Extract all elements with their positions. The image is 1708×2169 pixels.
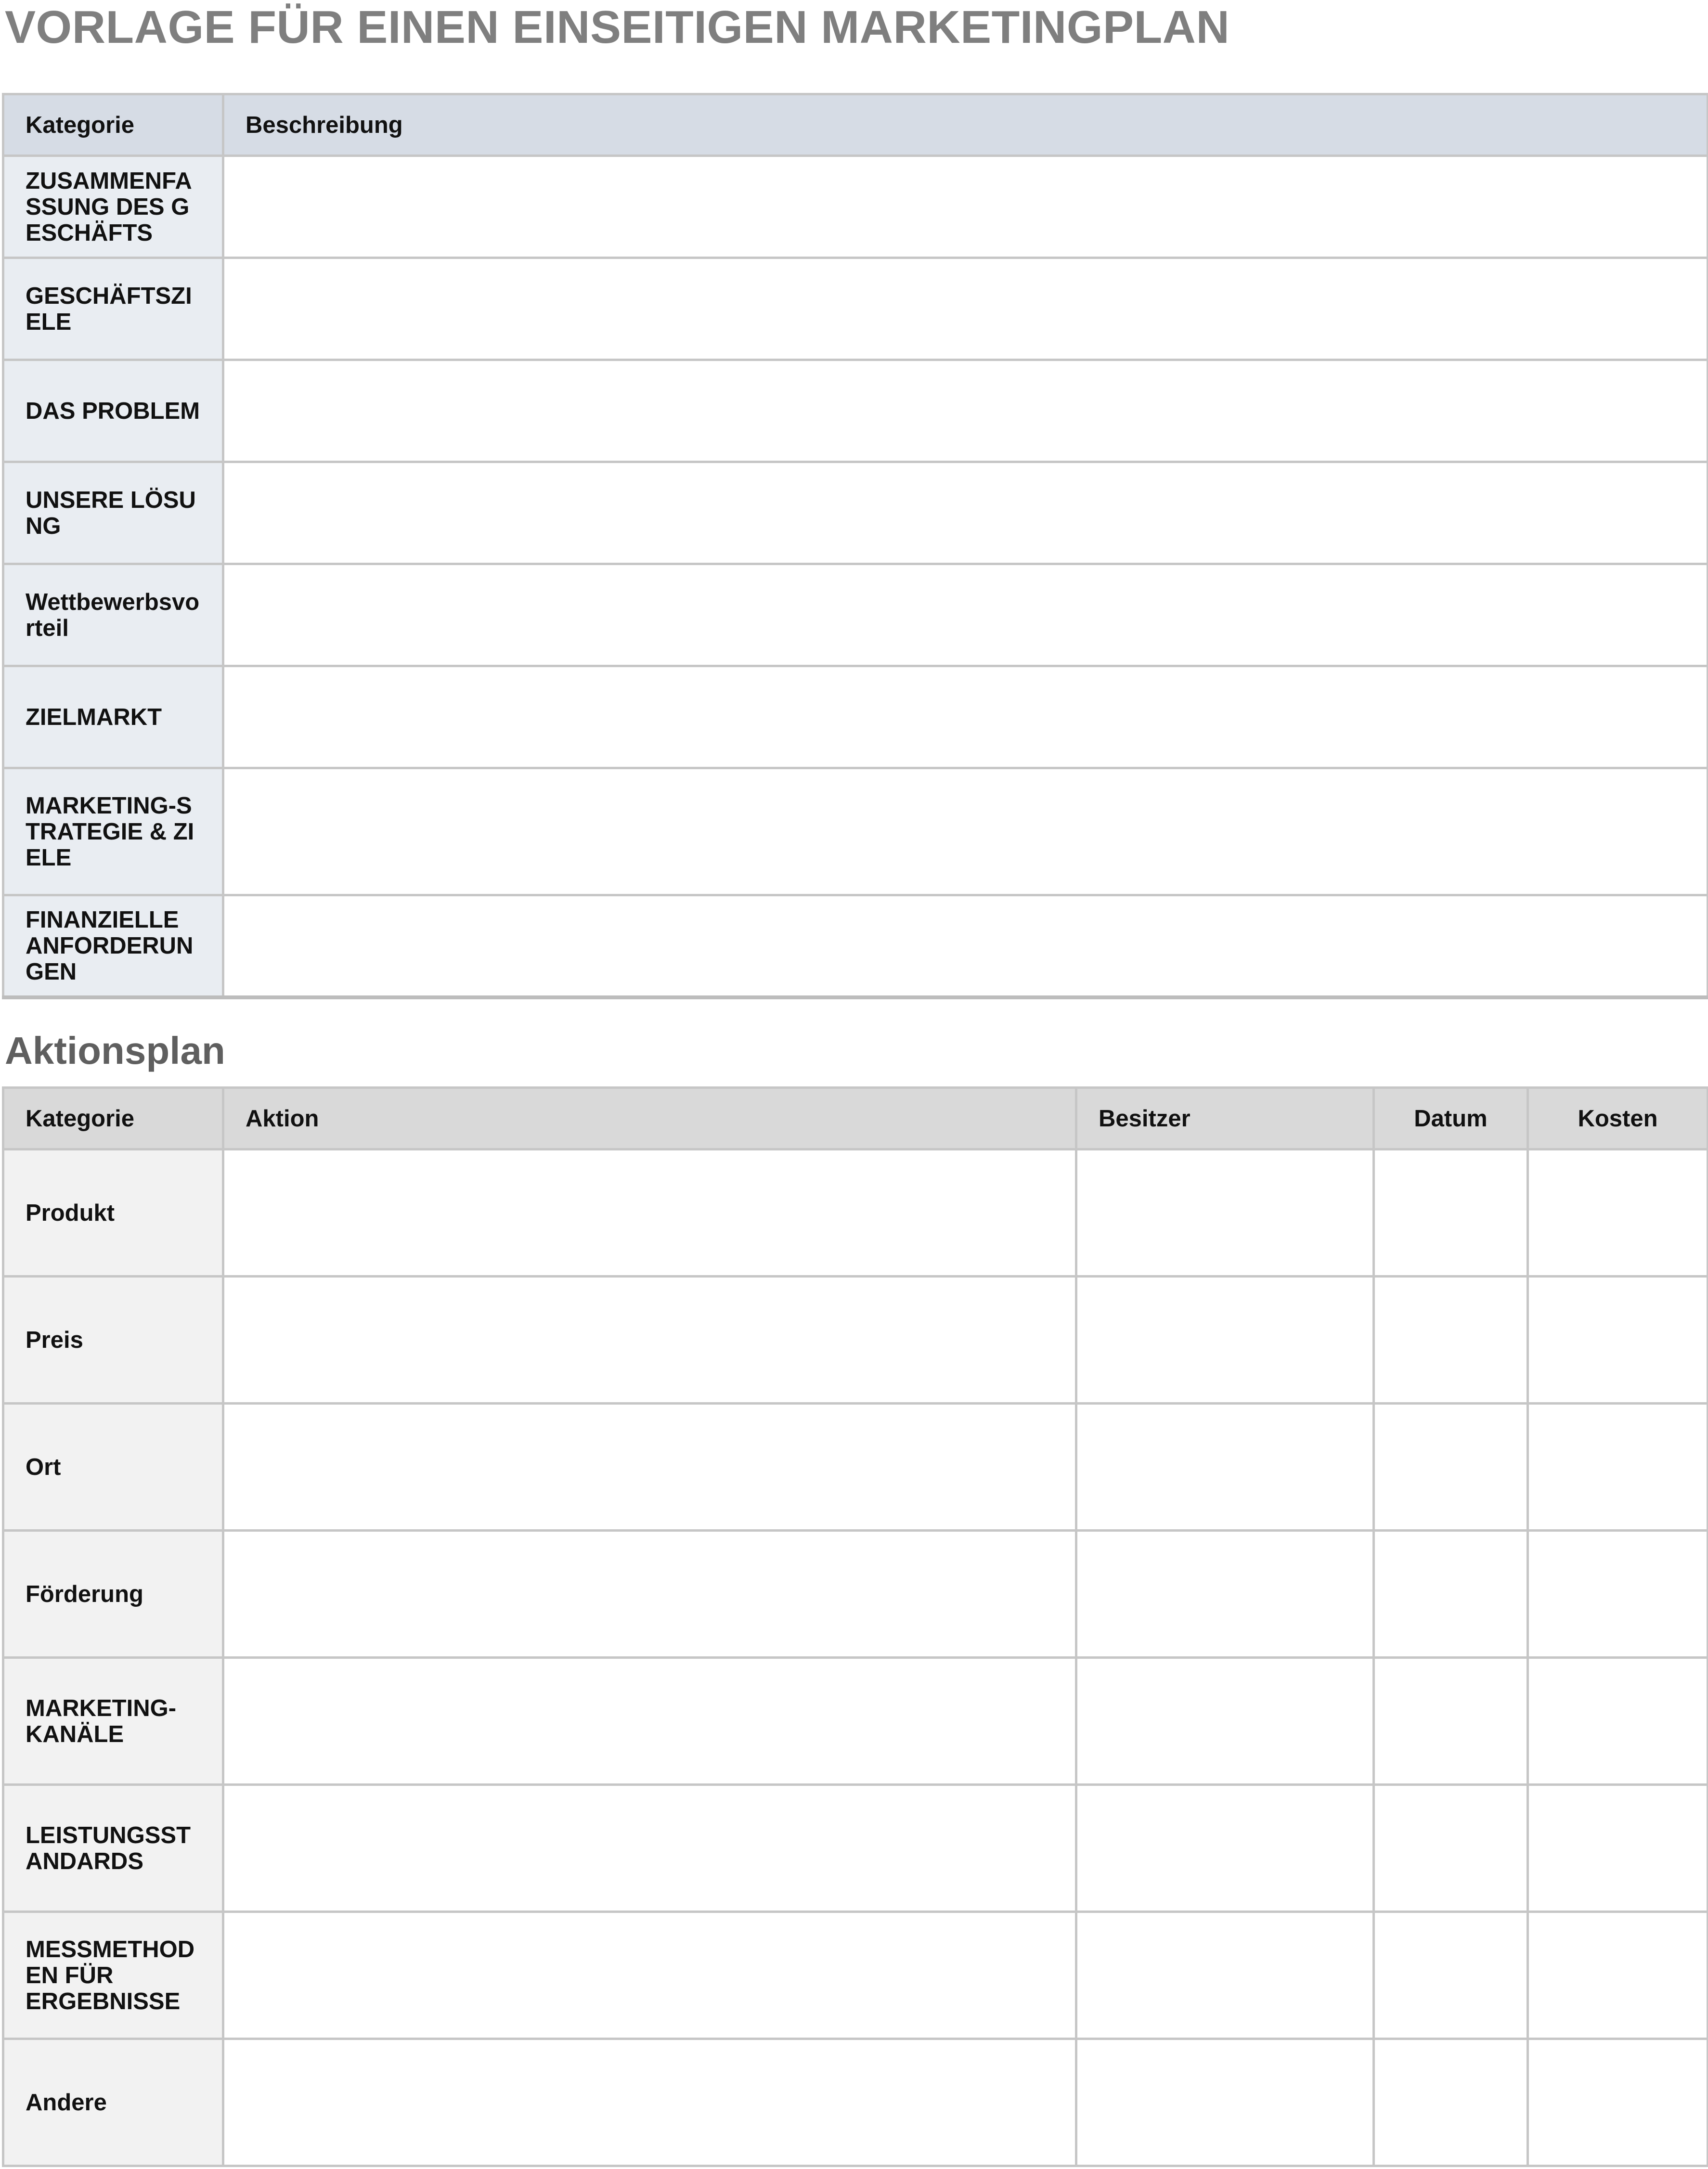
row-label: Wettbewerbsvorteil bbox=[3, 564, 223, 666]
table-row bbox=[3, 258, 1708, 360]
description-cell[interactable] bbox=[223, 258, 1708, 360]
row-label: DAS PROBLEM bbox=[3, 360, 223, 462]
table-row bbox=[3, 1149, 1708, 1277]
cost-cell[interactable] bbox=[1528, 1785, 1708, 1912]
section-title-action-plan: Aktionsplan bbox=[5, 1029, 225, 1072]
owner-cell[interactable] bbox=[1076, 1404, 1374, 1531]
table-header-row bbox=[3, 1088, 1708, 1149]
table-row bbox=[3, 564, 1708, 666]
row-label: MESSMETHODEN FÜR ERGEBNISSE bbox=[3, 1912, 223, 2039]
column-header-action: Aktion bbox=[223, 1088, 1076, 1149]
marketing-plan-table bbox=[2, 93, 1708, 999]
description-cell[interactable] bbox=[223, 360, 1708, 462]
cost-cell[interactable] bbox=[1528, 1149, 1708, 1277]
owner-cell[interactable] bbox=[1076, 1277, 1374, 1404]
description-cell[interactable] bbox=[223, 768, 1708, 895]
row-label: GESCHÄFTSZIELE bbox=[3, 258, 223, 360]
description-cell[interactable] bbox=[223, 666, 1708, 768]
row-label: Andere bbox=[3, 2039, 223, 2166]
cost-cell[interactable] bbox=[1528, 1277, 1708, 1404]
row-label: MARKETING-STRATEGIE & ZIELE bbox=[3, 768, 223, 895]
owner-cell[interactable] bbox=[1076, 1785, 1374, 1912]
table-row bbox=[3, 1785, 1708, 1912]
date-cell[interactable] bbox=[1374, 1912, 1528, 2039]
cost-cell[interactable] bbox=[1528, 1404, 1708, 1531]
row-label: Förderung bbox=[3, 1531, 223, 1658]
table-row bbox=[3, 360, 1708, 462]
cost-cell[interactable] bbox=[1528, 2039, 1708, 2166]
table-row bbox=[3, 666, 1708, 768]
row-label: LEISTUNGSSTANDARDS bbox=[3, 1785, 223, 1912]
column-header-date: Datum bbox=[1374, 1088, 1528, 1149]
action-cell[interactable] bbox=[223, 1912, 1076, 2039]
column-header-description: Beschreibung bbox=[223, 94, 1708, 156]
row-label: MARKETING-KANÄLE bbox=[3, 1658, 223, 1785]
description-cell[interactable] bbox=[223, 564, 1708, 666]
owner-cell[interactable] bbox=[1076, 1658, 1374, 1785]
table-row bbox=[3, 1404, 1708, 1531]
row-label: Ort bbox=[3, 1404, 223, 1531]
action-cell[interactable] bbox=[223, 1404, 1076, 1531]
table-row bbox=[3, 462, 1708, 564]
table-row bbox=[3, 1277, 1708, 1404]
column-header-cost: Kosten bbox=[1528, 1088, 1708, 1149]
column-header-category: Kategorie bbox=[3, 1088, 223, 1149]
action-cell[interactable] bbox=[223, 1785, 1076, 1912]
table-row bbox=[3, 1912, 1708, 2039]
owner-cell[interactable] bbox=[1076, 1912, 1374, 2039]
date-cell[interactable] bbox=[1374, 1531, 1528, 1658]
date-cell[interactable] bbox=[1374, 1277, 1528, 1404]
table-row bbox=[3, 895, 1708, 997]
action-cell[interactable] bbox=[223, 1531, 1076, 1658]
table-row bbox=[3, 156, 1708, 258]
table-header-row bbox=[3, 94, 1708, 156]
row-label: Preis bbox=[3, 1277, 223, 1404]
owner-cell[interactable] bbox=[1076, 1531, 1374, 1658]
table-row bbox=[3, 1658, 1708, 1785]
owner-cell[interactable] bbox=[1076, 1149, 1374, 1277]
row-label: ZIELMARKT bbox=[3, 666, 223, 768]
row-label: UNSERE LÖSUNG bbox=[3, 462, 223, 564]
date-cell[interactable] bbox=[1374, 2039, 1528, 2166]
date-cell[interactable] bbox=[1374, 1149, 1528, 1277]
page-title: VORLAGE FÜR EINEN EINSEITIGEN MARKETINGPLAN bbox=[5, 1, 1230, 53]
table-row bbox=[3, 1531, 1708, 1658]
action-cell[interactable] bbox=[223, 2039, 1076, 2166]
action-plan-table bbox=[2, 1086, 1708, 2167]
cost-cell[interactable] bbox=[1528, 1531, 1708, 1658]
owner-cell[interactable] bbox=[1076, 2039, 1374, 2166]
column-header-owner: Besitzer bbox=[1076, 1088, 1374, 1149]
description-cell[interactable] bbox=[223, 462, 1708, 564]
date-cell[interactable] bbox=[1374, 1658, 1528, 1785]
date-cell[interactable] bbox=[1374, 1404, 1528, 1531]
cost-cell[interactable] bbox=[1528, 1912, 1708, 2039]
description-cell[interactable] bbox=[223, 156, 1708, 258]
column-header-category: Kategorie bbox=[3, 94, 223, 156]
row-label: FINANZIELLE ANFORDERUNGEN bbox=[3, 895, 223, 997]
action-cell[interactable] bbox=[223, 1658, 1076, 1785]
action-cell[interactable] bbox=[223, 1277, 1076, 1404]
description-cell[interactable] bbox=[223, 895, 1708, 997]
action-cell[interactable] bbox=[223, 1149, 1076, 1277]
row-label: Produkt bbox=[3, 1149, 223, 1277]
table-row bbox=[3, 2039, 1708, 2166]
cost-cell[interactable] bbox=[1528, 1658, 1708, 1785]
table-row bbox=[3, 768, 1708, 895]
date-cell[interactable] bbox=[1374, 1785, 1528, 1912]
row-label: ZUSAMMENFASSUNG DES GESCHÄFTS bbox=[3, 156, 223, 258]
